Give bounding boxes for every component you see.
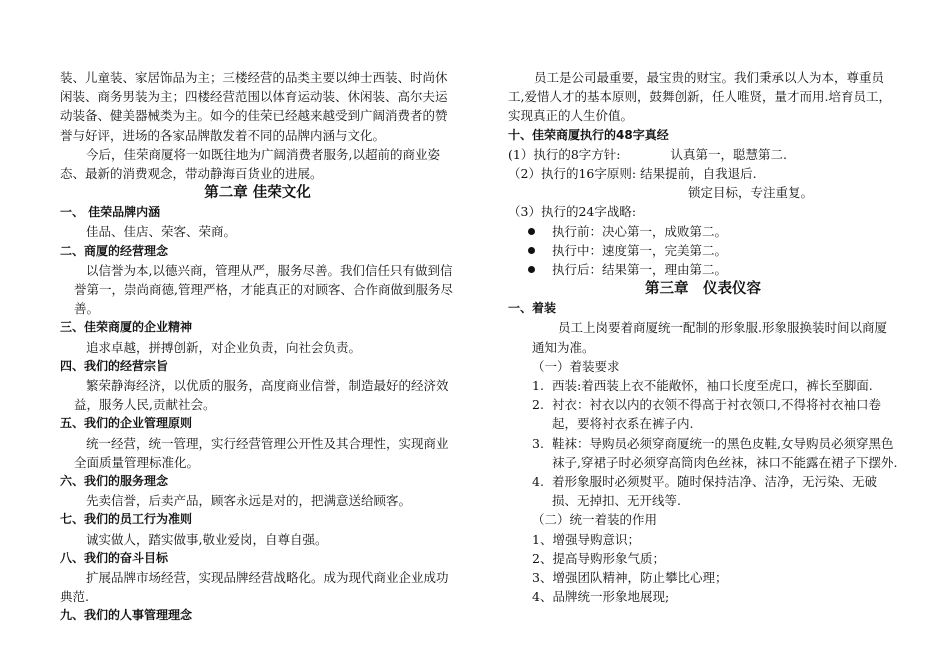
intro-paragraph: 装、儿童装、家居饰品为主；三楼经营的品类主要以绅士西装、时尚休闲装、商务男装为主；四楼经营范围以体育运动装、休闲装、高尔夫运动装备、健美器械类为主。如今的佳荣已经越来越受到广阔消费者的赞誉与好评，进场的各家品牌散发着不同的品牌内涵与文化。 [60, 70, 448, 143]
section-3-body: 追求卓越，拼搏创新，对企业负责，向社会负责。 [86, 339, 362, 355]
list-item [508, 241, 898, 260]
bullet-text: 执行后：结果第一，理由第二。 [552, 262, 728, 278]
section-7-title: 七、我们的员工行为准则 [60, 512, 193, 527]
principle-3-label: （3）执行的24字战略: [508, 204, 637, 220]
section-3-title: 三、佳荣商厦的企业精神 [60, 320, 193, 335]
section-5-title: 五、我们的企业管理原则 [60, 416, 193, 431]
bullet-text: 执行前：决心第一，成败第二。 [552, 223, 728, 239]
strategy-bullet-list [508, 222, 898, 280]
section-2-body: 以信誉为本,以德兴商，管理从严，服务尽善。我们信任只有做到信誉第一，崇尚商德,管理严格，才能真正的对顾客、合作商做到服务尽善。 [74, 262, 453, 317]
section-1-body: 佳品、佳店、荣客、荣商。 [86, 224, 237, 240]
uniform-effects-list [508, 530, 898, 607]
section-1-title: 一、 佳荣品牌内涵 [60, 205, 161, 220]
list-item [508, 395, 898, 433]
section-2-title: 二、商厦的经营理念 [60, 243, 169, 258]
principle-2-label: （2）执行的16字原则: [508, 166, 637, 182]
principle-1-label: (1）执行的8字方针: [508, 146, 621, 162]
item-text: 鞋袜：导购员必须穿商厦统一的黑色皮鞋,女导购员必须穿黑色袜子,穿裙子时必须穿高筒肉色丝袜，袜口不能露在裙子下摆外. [552, 435, 898, 470]
section-9-title: 九、我们的人事管理理念 [60, 608, 193, 623]
section-8-title: 八、我们的奋斗目标 [60, 550, 169, 565]
section-6-title: 六、我们的服务理念 [60, 474, 169, 489]
list-item [508, 472, 898, 510]
attire-requirements-heading: （一）着装要求 [532, 358, 620, 374]
list-item: 2、提高导购形象气质； [532, 550, 665, 566]
bullet-text: 执行中：速度第一，完美第二。 [552, 242, 728, 258]
future-paragraph: 今后，佳荣商厦将一如既往地为广阔消费者服务,以超前的商业姿态、最新的消费观念，带动静海百货业的进展。 [60, 146, 440, 182]
hr-paragraph: 员工是公司最重要，最宝贵的财宝。我们秉承以人为本，尊重员工,爱惜人才的基本原则，鼓舞创新，任人唯贤，量才而用.培育员工，实现真正的人生价值。 [508, 70, 891, 124]
attire-title: 一、着装 [508, 301, 557, 316]
principle-line-2 [508, 164, 898, 183]
section-8-body: 扩展品牌市场经营，实现品牌经营战略化。成为现代商业企业成功典范. [60, 570, 449, 605]
principle-2-value-2: 锁定目标，专注重复。 [688, 185, 814, 201]
section-4-body: 繁荣静海经济，以优质的服务，高度商业信誉，制造最好的经济效益，服务人民,贡献社会。 [74, 378, 449, 413]
principle-2-value-1: 结果提前，自我退后. [640, 166, 757, 182]
attire-body: 员工上岗要着商厦统一配制的形象服.形象服换装时间以商厦通知为准。 [532, 320, 887, 355]
list-item: 1、增强导购意识； [532, 531, 640, 547]
list-item: 3、增强团队精神，防止攀比心理； [532, 570, 728, 586]
item-text: 着形象服时必须熨平。随时保持洁净、洁净，无污染、无破损、无掉扣、无开线等. [552, 474, 878, 509]
principle-line-1 [508, 145, 898, 164]
item-number: 2. [532, 397, 544, 413]
left-column [60, 68, 455, 626]
right-column [508, 68, 898, 606]
item-number: 3. [532, 435, 544, 451]
chapter-2-heading: 第二章 佳荣文化 [204, 184, 311, 202]
list-item [508, 222, 898, 241]
list-item [508, 376, 898, 395]
principle-1-value: 认真第一，聪慧第二. [670, 146, 787, 162]
item-number: 1. [532, 378, 544, 394]
section-10-title: 十、佳荣商厦执行的48字真经 [508, 127, 669, 142]
bullet-dot-icon [528, 266, 535, 273]
chapter-3-heading: 第三章 仪表仪容 [645, 280, 761, 298]
section-7-body: 诚实做人，踏实做事,敬业爱岗，自尊自强。 [86, 531, 328, 547]
bullet-dot-icon [528, 247, 535, 254]
item-number: 4. [532, 474, 544, 490]
section-4-title: 四、我们的经营宗旨 [60, 358, 169, 373]
item-text: 西装:着西装上衣不能敞怀，袖口长度至虎口，裤长至脚面. [552, 378, 873, 394]
section-6-body: 先卖信誉，后卖产品，顾客永远是对的，把满意送给顾客。 [86, 493, 412, 509]
section-5-body: 统一经营，统一管理，实行经营管理公开性及其合理性，实现商业全面质量管理标准化。 [74, 435, 449, 470]
list-item: 4、品牌统一形象地展现; [532, 589, 670, 605]
uniform-effects-heading: （二）统一着装的作用 [532, 512, 658, 528]
bullet-dot-icon [528, 228, 535, 235]
item-text: 衬衣：衬衣以内的衣领不得高于衬衣领口,不得将衬衣袖口卷起，要将衬衣系在裤子内. [552, 397, 881, 432]
list-item [508, 260, 898, 279]
list-item [508, 434, 898, 472]
attire-requirements-list [508, 376, 898, 510]
